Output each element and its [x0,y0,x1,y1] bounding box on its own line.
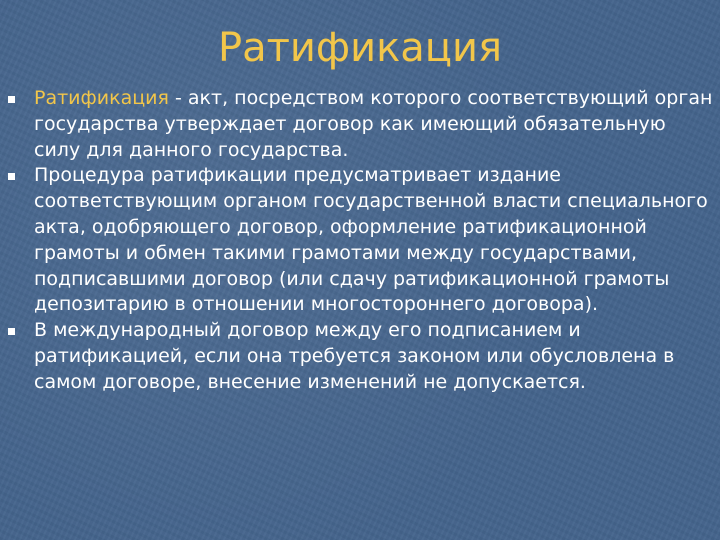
bullet-item-procedure [8,163,713,318]
square-bullet-icon [8,173,15,180]
slide-title: Ратификация [217,25,503,71]
term-highlight: Ратификация [34,87,169,109]
bullet-list [8,86,713,396]
square-bullet-icon [8,328,15,335]
bullet-text: Процедура ратификации предусматривает издание соответствующим органом государственной власти специального акта, одобряющего договор, оформление ратификационной грамоты и обмен такими грамотами между государствами, подписавшими договор (или сдачу ратификационной грамоты депозитарию в отношении многостороннего договора). [34,164,708,316]
bullet-item-amendments [8,318,713,395]
bullet-text: В международный договор между его подписанием и ратификацией, если она требуется законом или обусловлена в самом договоре, внесение изменений не допускается. [34,319,675,393]
square-bullet-icon [8,96,15,103]
bullet-text: - акт, посредством которого соответствующий орган государства утверждает договор как имеющий обязательную силу для данного государства. [34,87,713,161]
bullet-item-ratification-definition [8,86,713,163]
